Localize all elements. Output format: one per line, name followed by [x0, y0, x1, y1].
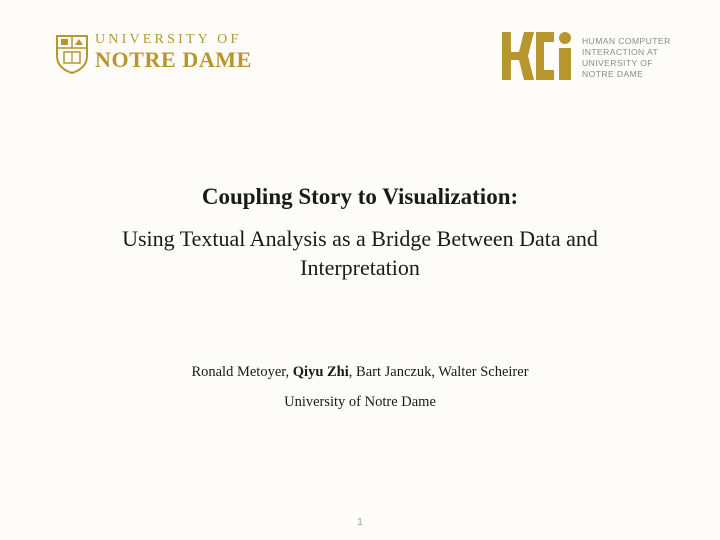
author-list — [0, 364, 720, 381]
notre-dame-seal-icon — [55, 34, 89, 74]
affiliation: University of Notre Dame — [284, 394, 436, 410]
hci-logo-line: HUMAN COMPUTER — [582, 36, 671, 46]
notre-dame-logo-line1: UNIVERSITY OF — [95, 32, 242, 47]
slide-subtitle: Using Textual Analysis as a Bridge Between Data and Interpretation — [122, 226, 598, 280]
authors-after: , Bart Janczuk, Walter Scheirer — [348, 364, 529, 380]
hci-logo — [502, 30, 692, 85]
hci-mark-icon — [502, 30, 576, 82]
page-number: 1 — [357, 517, 363, 528]
hci-logo-text — [582, 36, 671, 80]
notre-dame-logo — [55, 32, 252, 78]
hci-logo-line: UNIVERSITY OF — [582, 58, 653, 68]
presenting-author: Qiyu Zhi — [292, 364, 349, 380]
notre-dame-logo-line2: NOTRE DAME — [95, 47, 252, 72]
hci-logo-line: NOTRE DAME — [582, 69, 644, 79]
hci-logo-line: INTERACTION AT — [582, 47, 659, 57]
authors-before: Ronald Metoyer, — [191, 364, 293, 380]
slide-title: Coupling Story to Visualization: — [201, 184, 519, 209]
